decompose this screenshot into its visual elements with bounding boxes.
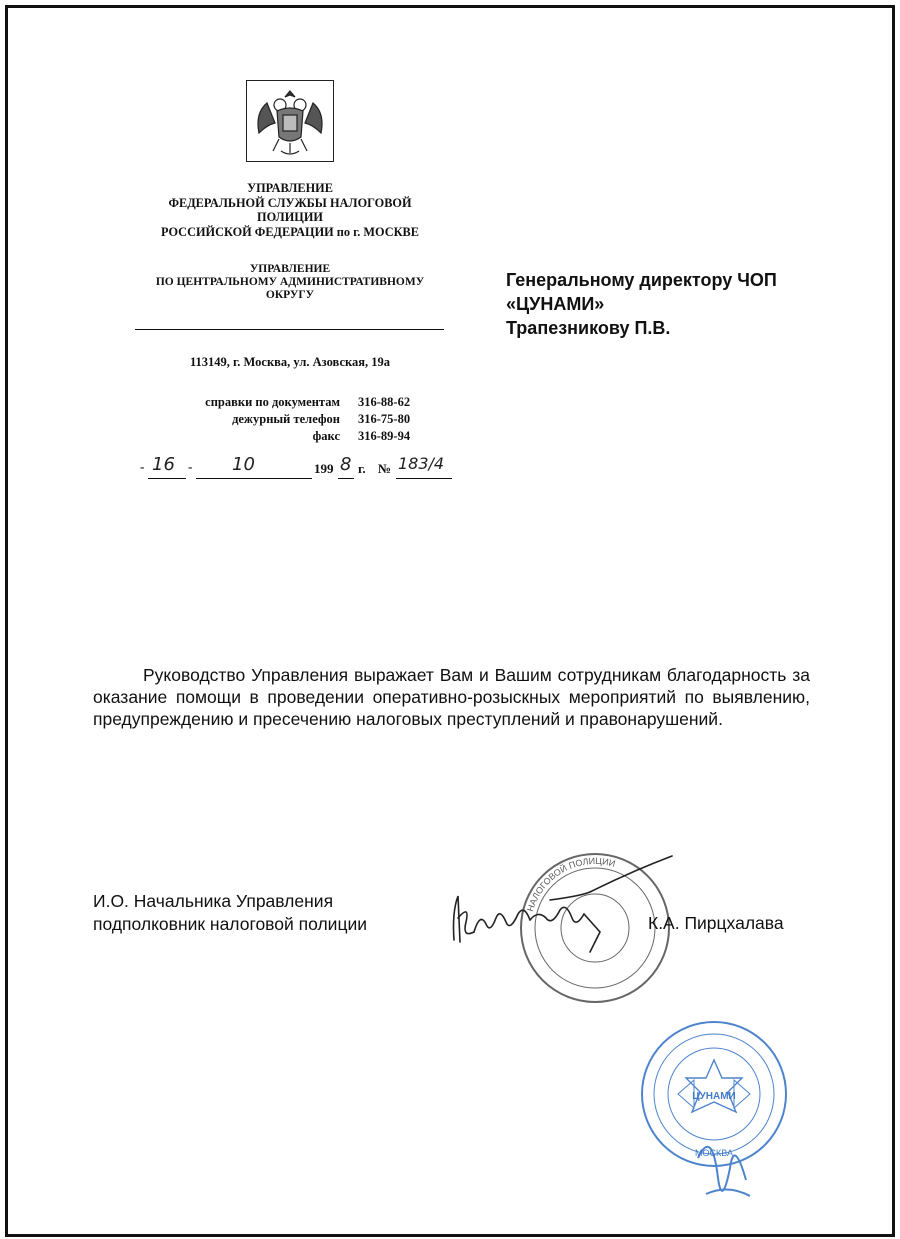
date-year-prefix: 199 bbox=[314, 461, 334, 476]
phone-label: факс bbox=[312, 429, 340, 443]
date-day: 16 bbox=[152, 454, 175, 475]
signatory-title bbox=[93, 890, 433, 936]
signatory-name: К.А. Пирцхалава bbox=[648, 913, 784, 933]
phone-value: 316-88-62 bbox=[358, 395, 411, 409]
stamp2-text: ЦУНАМИ bbox=[692, 1091, 736, 1102]
addressee-line: Генеральному директору ЧОП bbox=[506, 270, 777, 290]
letter-number: 183/4 bbox=[398, 454, 445, 473]
stamp1-text: НАЛОГОВОЙ ПОЛИЦИИ bbox=[525, 855, 617, 913]
date-number-line: - 16 - 10 199 8 г. № 183/4 bbox=[140, 458, 460, 480]
signatory-title-line: подполковник налоговой полиции bbox=[93, 914, 368, 934]
dept-header bbox=[130, 263, 450, 302]
dept-line: ПО ЦЕНТРАЛЬНОМУ АДМИНИСТРАТИВНОМУ bbox=[155, 276, 425, 288]
phone-label: справки по документам bbox=[205, 395, 340, 409]
addressee-line: Трапезникову П.В. bbox=[506, 318, 671, 338]
date-year-digit: 8 bbox=[340, 454, 352, 475]
sender-address: 113149, г. Москва, ул. Азовская, 19а bbox=[189, 355, 391, 369]
phone-list bbox=[160, 394, 460, 445]
phone-value: 316-75-80 bbox=[358, 412, 411, 426]
addressee-line: «ЦУНАМИ» bbox=[506, 294, 605, 314]
handwritten-signature bbox=[440, 852, 680, 962]
body-paragraph: Руководство Управления выражает Вам и Вашим сотрудникам благодарность за оказание помощи в проведении оперативно-розыскных мероприятий по выявлению, предупреждению и пресечению налоговых преступлений и правонарушений. bbox=[93, 665, 810, 729]
dept-line: УПРАВЛЕНИЕ bbox=[249, 263, 331, 275]
number-label: № bbox=[378, 461, 392, 476]
coat-of-arms-icon bbox=[246, 80, 334, 162]
phone-label: дежурный телефон bbox=[232, 412, 340, 426]
company-seal bbox=[638, 1008, 790, 1220]
year-suffix: г. bbox=[358, 461, 366, 476]
phone-row bbox=[160, 411, 460, 428]
letter-body bbox=[93, 664, 810, 730]
addressee-block bbox=[506, 268, 846, 340]
header-divider bbox=[135, 329, 444, 330]
stamp2-city: МОСКВА bbox=[695, 1148, 733, 1158]
phone-row bbox=[160, 394, 460, 411]
dept-line: ОКРУГУ bbox=[265, 289, 315, 301]
signatory-title-line: И.О. Начальника Управления bbox=[93, 891, 334, 911]
date-month: 10 bbox=[232, 454, 255, 475]
phone-row bbox=[160, 428, 460, 445]
org-line: УПРАВЛЕНИЕ bbox=[247, 181, 333, 195]
org-header bbox=[130, 181, 450, 239]
org-line: РОССИЙСКОЙ ФЕДЕРАЦИИ по г. МОСКВЕ bbox=[161, 224, 419, 239]
org-line: ПОЛИЦИИ bbox=[257, 210, 323, 224]
org-line: ФЕДЕРАЛЬНОЙ СЛУЖБЫ НАЛОГОВОЙ bbox=[168, 195, 412, 210]
phone-value: 316-89-94 bbox=[358, 429, 411, 443]
